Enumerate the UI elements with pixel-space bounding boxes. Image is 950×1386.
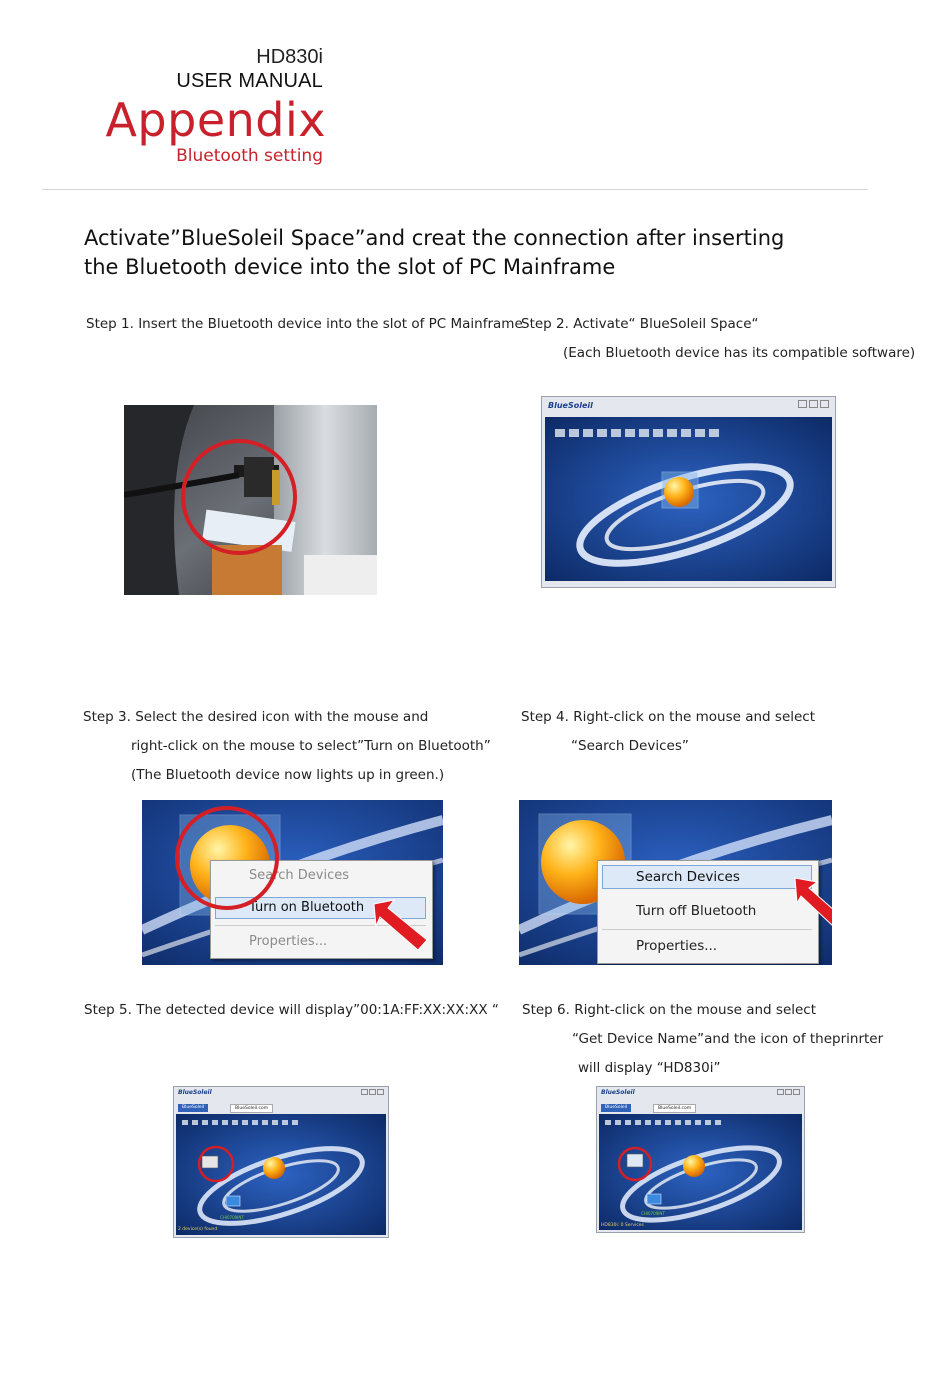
status-text: 2 device(s) found [178, 1227, 218, 1232]
status-text: HD830i: 0 Services [601, 1223, 644, 1228]
step4-text-2: “Search Devices” [571, 738, 689, 754]
device-label: CHI0709INT [641, 1211, 665, 1216]
step6-text-3: will display “HD830i” [578, 1060, 721, 1076]
app-logo: BlueSoleil [178, 1089, 212, 1096]
step3-text-2: right-click on the mouse to select”Turn on Bluetooth” [131, 738, 491, 754]
bluesoleil-window-step6 [596, 1086, 805, 1233]
tab-bluesoleil[interactable]: BlueSoleil [601, 1104, 631, 1112]
menu-item-turn-off-bluetooth[interactable]: Turn off Bluetooth [636, 903, 757, 919]
step2-text: Step 2. Activate“ BlueSoleil Space“ [521, 316, 759, 332]
menu-item-search-devices[interactable]: Search Devices [249, 868, 350, 883]
close-icon[interactable] [377, 1089, 384, 1095]
step6-text-2: “Get Device Name”and the icon of theprinrter [572, 1031, 884, 1047]
model-name: HD830i [256, 46, 323, 68]
manual-title: USER MANUAL [176, 70, 323, 92]
app-logo: BlueSoleil [601, 1089, 635, 1096]
step4-screenshot [519, 800, 832, 965]
maximize-icon[interactable] [369, 1089, 376, 1095]
headline-line-2: the Bluetooth device into the slot of PC Mainframe [84, 255, 616, 279]
minimize-icon[interactable] [798, 400, 807, 408]
minimize-icon[interactable] [777, 1089, 784, 1095]
close-icon[interactable] [793, 1089, 800, 1095]
step5-text: Step 5. The detected device will display”00:1A:FF:XX:XX:XX “ [84, 1002, 499, 1018]
close-icon[interactable] [820, 400, 829, 408]
step2-note: (Each Bluetooth device has its compatible software) [563, 345, 916, 361]
section-subtitle: Bluetooth setting [176, 146, 323, 166]
section-title: Appendix [105, 93, 326, 147]
highlight-overlay [142, 800, 443, 965]
window-controls [777, 1089, 800, 1095]
step6-text: Step 6. Right-click on the mouse and select [522, 1002, 817, 1018]
step3-note: (The Bluetooth device now lights up in green.) [131, 767, 445, 783]
page-headline [84, 224, 844, 282]
maximize-icon[interactable] [809, 400, 818, 408]
headline-line-1: Activate”BlueSoleil Space”and creat the connection after inserting [84, 226, 785, 250]
step1-text: Step 1. Insert the Bluetooth device into the slot of PC Mainframe [86, 316, 523, 332]
header-divider [42, 189, 868, 190]
device-label: CHI0709INT [220, 1215, 244, 1220]
window-controls [361, 1089, 384, 1095]
window-controls [798, 400, 829, 408]
bluesoleil-window-step2 [541, 396, 836, 588]
app-logo: BlueSoleil [548, 401, 593, 410]
tab-bluesoleil[interactable]: BlueSoleil [178, 1104, 208, 1112]
maximize-icon[interactable] [785, 1089, 792, 1095]
arrow-overlay [519, 800, 832, 965]
tab-bluesoleil-com[interactable]: BlueSoleil.com [653, 1104, 696, 1113]
step4-text: Step 4. Right-click on the mouse and select [521, 709, 816, 725]
minimize-icon[interactable] [361, 1089, 368, 1095]
menu-item-properties[interactable]: Properties... [636, 938, 718, 954]
step1-photo [124, 405, 377, 595]
step3-screenshot [142, 800, 443, 965]
tab-bluesoleil-com[interactable]: BlueSoleil.com [230, 1104, 273, 1113]
step3-text: Step 3. Select the desired icon with the mouse and [83, 709, 429, 725]
menu-item-turn-on-bluetooth[interactable]: Turn on Bluetooth [249, 900, 365, 915]
menu-item-properties[interactable]: Properties... [249, 934, 328, 949]
bluesoleil-window-step5 [173, 1086, 389, 1238]
menu-item-search-devices[interactable]: Search Devices [636, 869, 740, 885]
